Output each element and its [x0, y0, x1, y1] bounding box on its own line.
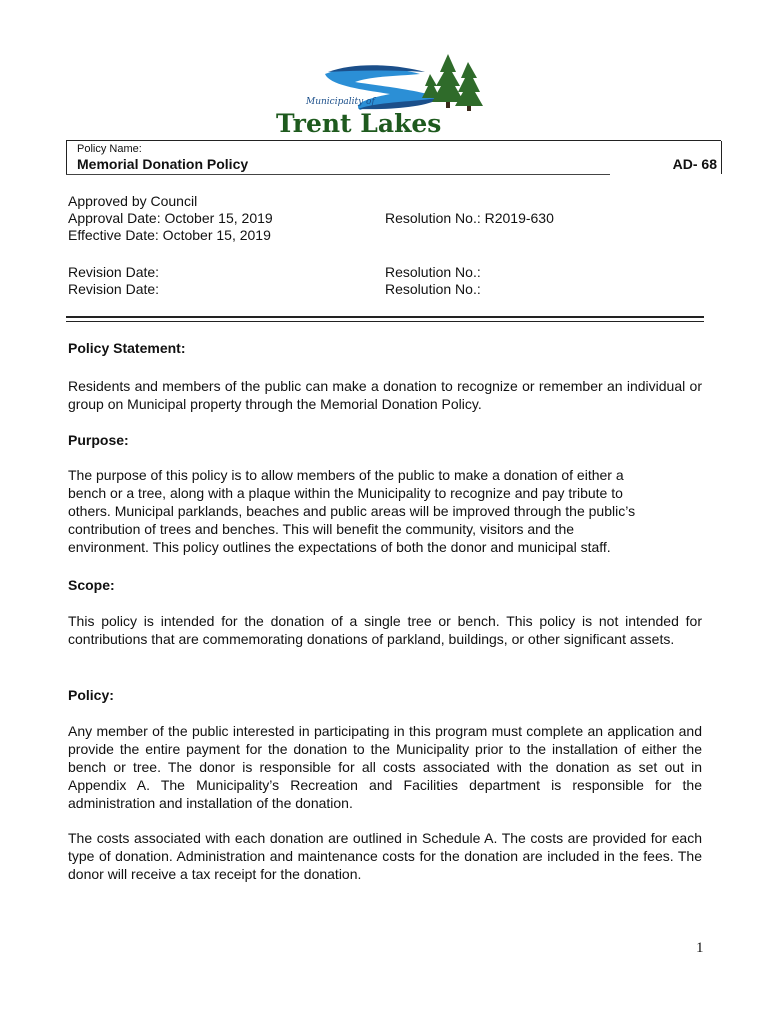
policy-section: [68, 686, 702, 883]
section-body: Residents and members of the public can make a donation to recognize or remember an individual or group on Municipal property through the Memorial Donation Policy.: [68, 378, 702, 412]
policy-name-underline: [66, 174, 610, 175]
section-body: This policy is intended for the donation of a single tree or bench. This policy is not intended for contributions that are commemorating donations of parkland, buildings, or other significant assets.: [68, 613, 702, 647]
revision-dates: [68, 264, 159, 298]
revision-date: Revision Date:: [68, 264, 160, 280]
section-body: [68, 466, 702, 556]
scope-section: [68, 576, 702, 648]
body-line: The purpose of this policy is to allow members of the public to make a donation of either a: [68, 467, 624, 483]
approval-block: [68, 193, 273, 244]
revision-resolutions: [385, 264, 481, 298]
section-heading: Policy Statement:: [68, 340, 186, 356]
divider-thick: [66, 316, 704, 318]
purpose-section: [68, 431, 702, 556]
section-heading: Policy:: [68, 687, 114, 703]
section-body: Any member of the public interested in participating in this program must complete an application and provide the entire payment for the donation to the Municipality prior to the installation of either the bench or tree. The donor is responsible for all costs associated with the donation as set out in Appendix A. The Municipality’s Recreation and Facilities department is responsible for the administration and installation of the donation.: [68, 723, 702, 811]
body-line: others. Municipal parklands, beaches and public areas will be improved through the public’s: [68, 503, 636, 519]
revision-resolution: Resolution No.:: [385, 264, 481, 280]
logo-small-text: Municipality of: [306, 97, 375, 107]
policy-name-label: Policy Name:: [77, 143, 142, 155]
approval-date: Approval Date: October 15, 2019: [68, 210, 273, 226]
section-body: The costs associated with each donation are outlined in Schedule A. The costs are provided for each type of donation. Administration and maintenance costs for the donation are included in the fees. The donor will receive a tax receipt for the donation.: [68, 830, 702, 882]
policy-name: Memorial Donation Policy: [77, 156, 249, 172]
approval-resolution: Resolution No.: R2019-630: [385, 210, 554, 226]
revision-date: Revision Date:: [68, 281, 160, 297]
approved-by: Approved by Council: [68, 193, 198, 209]
policy-code: AD- 68: [672, 156, 717, 172]
policy-name-box: [66, 140, 721, 175]
municipality-logo: [270, 52, 500, 138]
effective-date: Effective Date: October 15, 2019: [68, 227, 271, 243]
divider-thin: [66, 321, 704, 322]
body-line: bench or a tree, along with a plaque within the Municipality to recognize and pay tribute to: [68, 485, 623, 501]
policy-box-right-border: [721, 141, 722, 174]
page-number: 1: [696, 940, 704, 956]
body-line: environment. This policy outlines the expectations of both the donor and municipal staff.: [68, 539, 611, 555]
revision-resolution: Resolution No.:: [385, 281, 481, 297]
policy-statement-section: [68, 339, 702, 413]
body-line: contribution of trees and benches. This will benefit the community, visitors and the: [68, 521, 575, 537]
section-heading: Purpose:: [68, 432, 129, 448]
trent-lakes-logo-icon: [270, 52, 500, 138]
section-heading: Scope:: [68, 577, 115, 593]
logo-name-text: Trent Lakes: [276, 109, 442, 138]
